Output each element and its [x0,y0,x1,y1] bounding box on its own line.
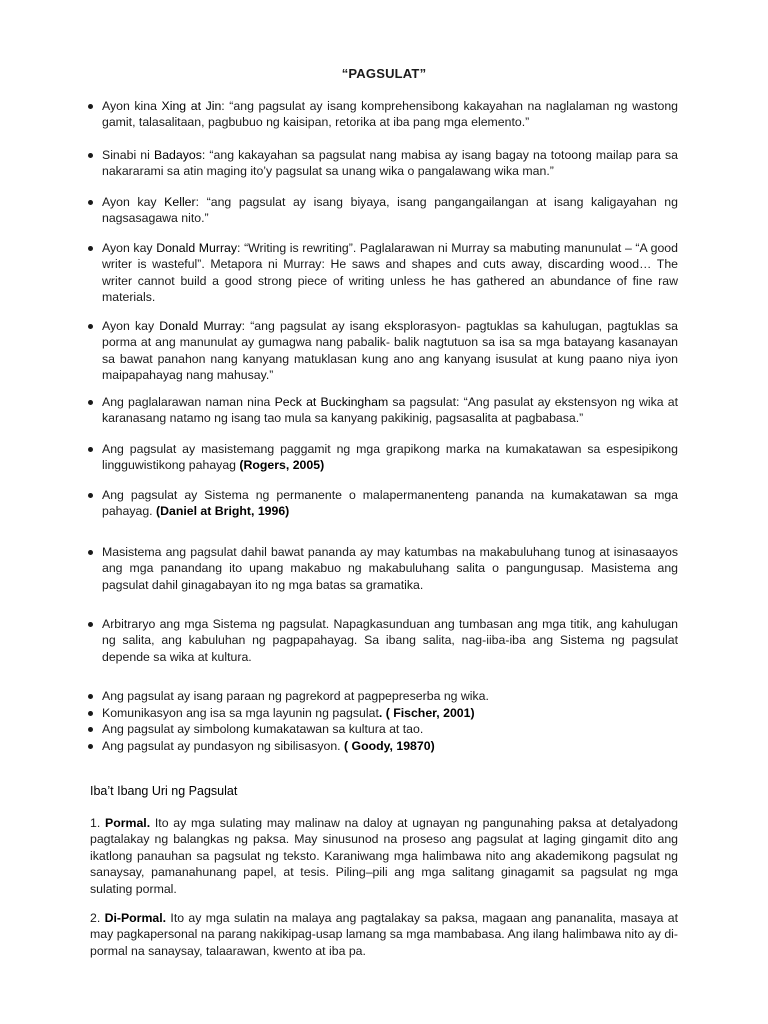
paragraph-pormal: 1. Pormal. Ito ay mga sulating may malinaw na daloy at ugnayan ng pangunahing paksa at detalyadong pagtalakay ng balangkas ng paksa. May sinusunod na proseso ang pagsulat at laging gingamit dito ang ikatlong panauhan sa pagsulat ng teksto. Karaniwang mga halimbawa nito ang akademikong pagsulat ng sanaysay, pamanahunang papel, at tesis. Piling–pili ang mga salitang ginagamit sa pagsulat ng mga sulating pormal. [90,816,678,896]
page-title: “PAGSULAT” [341,66,427,81]
list-item: Ang paglalarawan naman nina Peck at Buckingham sa pagsulat: “Ang pasulat ay ekstensyon ng wika at karanasang natamo ng isang tao mula sa kanyang pakikinig, pagsasalita at pagbabasa.” [102,395,678,426]
paragraph-di-pormal: 2. Di-Pormal. Ito ay mga sulatin na malaya ang pagtalakay sa paksa, magaan ang pananalita, masaya at may pagkapersonal na parang nakikipag-usap lamang sa mga mambabasa. Ang ilang halimbawa nito ay di-pormal na sanaysay, talaarawan, kwento at iba pa. [90,911,678,958]
list-item: Ang pagsulat ay simbolong kumakatawan sa kultura at tao. [102,721,678,737]
section-heading: Iba’t Ibang Uri ng Pagsulat [90,784,238,798]
list-item: Ayon kay Donald Murray: “Writing is rewriting”. Paglalarawan ni Murray sa mabuting manunulat – “A good writer is wasteful”. Metapora ni Murray: He saws and shapes and cuts away, discarding wood… The writer cannot build a good strong piece of writing unless he has gathered an abundance of fine raw materials. [102,241,678,305]
list-item: Arbitraryo ang mga Sistema ng pagsulat. Napagkasunduan ang tumbasan ang mga titik, ang kahulugan ng salita, ang kabuluhan ng pagpapahayag. Sa ibang salita, nag-iiba-iba ang Sistema ng pagsulat depende sa wika at kultura. [102,617,678,664]
list-item: Masistema ang pagsulat dahil bawat pananda ay may katumbas na makabuluhang tunog at isinasaayos ang mga panandang ito upang makabuo ng makabuluhang salita o pangungusap. Masistema ang pagsulat dahil ginagabayan ito ng mga batas sa gramatika. [102,545,678,592]
author-name: Keller [164,195,196,209]
citation: ( Goody, 19870) [344,739,435,753]
list-item: Ayon kay Donald Murray: “ang pagsulat ay isang eksplorasyon- pagtuklas sa kahulugan, pagtuklas sa porma at ang manunulat ay gumagwa nang pabalik- balik nagtutuon sa isa sa mga batayang kasanayan sa bawat panahon nang kanyang matuklasan kung ano ang kanyang isusulat at kung paano niya iyon maipapahayag nang mahusay.” [102,319,679,383]
author-name: Donald Murray [156,241,238,255]
author-name: Xing at Jin [161,99,222,113]
list-item: Ayon kay Keller: “ang pagsulat ay isang biyaya, isang pangangailangan at isang kaligayahan ng nagsasagawa nito.” [102,195,678,226]
list-item: Ang pagsulat ay Sistema ng permanente o malapermanenteng pananda na kumakatawan sa mga pahayag. (Daniel at Bright, 1996) [102,488,678,519]
author-name: Badayos [154,148,202,162]
list-item: Ang pagsulat ay pundasyon ng sibilisasyon. ( Goody, 19870) [102,738,678,754]
list-item: Ayon kina Xing at Jin: “ang pagsulat ay isang komprehensibong kakayahan na naglalaman ng wastong gamit, talasalitaan, pagbubuo ng kaisipan, retorika at iba pang mga elemento.” [102,99,679,130]
author-name: Donald Murray [159,319,242,333]
term: Pormal. [105,816,151,830]
term: Di-Pormal. [104,911,167,925]
citation: (Rogers, 2005) [239,458,325,473]
list-item: Sinabi ni Badayos: “ang kakayahan sa pagsulat nang mabisa ay isang bagay na totoong mailap para sa nakararami sa atin maging ito’y pagsulat sa unang wika o pangalawang wika man.” [102,148,679,179]
citation: (Daniel at Bright, 1996) [156,504,290,519]
list-item: Komunikasyon ang isa sa mga layunin ng pagsulat. ( Fischer, 2001) [102,705,678,721]
author-name: Peck at Buckingham [274,395,389,409]
list-item: Ang pagsulat ay masistemang paggamit ng mga grapikong marka na kumakatawan sa espesipikong lingguwistikong pahayag (Rogers, 2005) [102,442,678,473]
list-item: Ang pagsulat ay isang paraan ng pagrekord at pagpepreserba ng wika. [102,688,678,704]
citation: . ( Fischer, 2001) [378,706,475,720]
